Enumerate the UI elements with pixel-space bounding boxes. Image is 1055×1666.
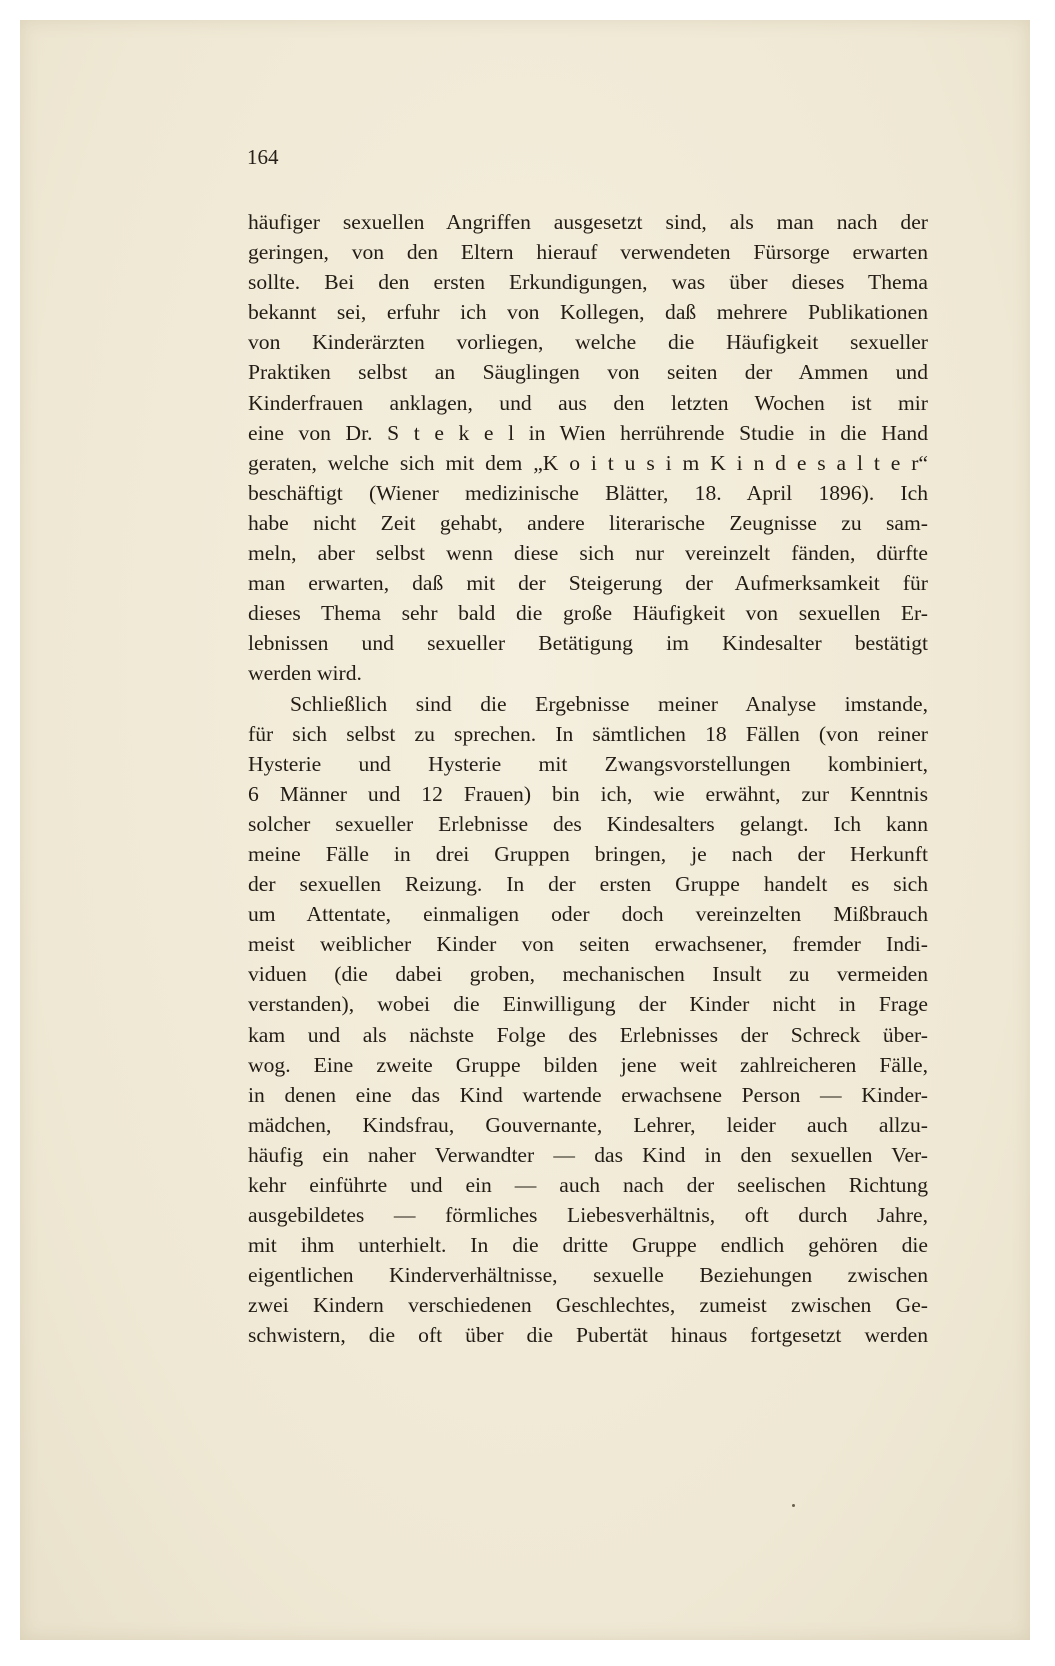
text-line: lebnissen und sexueller Betätigung im Kindesalter bestätigt: [248, 631, 928, 656]
text-line: Kinderfrauen anklagen, und aus den letzten Wochen ist mir: [248, 390, 928, 415]
book-page: [20, 20, 1030, 1640]
text-line: solcher sexueller Erlebnisse des Kindesalters gelangt. Ich kann: [248, 811, 928, 836]
page-number: 164: [247, 145, 279, 169]
text-line: 6 Männer und 12 Frauen) bin ich, wie erwähnt, zur Kenntnis: [248, 781, 928, 806]
text-line: kam und als nächste Folge des Erlebnisses der Schreck über-: [248, 1022, 928, 1047]
text-line: mädchen, Kindsfrau, Gouvernante, Lehrer, leider auch allzu-: [248, 1112, 928, 1137]
text-line: bekannt sei, erfuhr ich von Kollegen, daß mehrere Publikationen: [248, 300, 928, 325]
text-line: zwei Kindern verschiedenen Geschlechtes, zumeist zwischen Ge-: [248, 1293, 928, 1318]
text-line: habe nicht Zeit gehabt, andere literarische Zeugnisse zu sam-: [248, 510, 928, 535]
paragraph: [248, 207, 928, 689]
text-line: man erwarten, daß mit der Steigerung der Aufmerksamkeit für: [248, 571, 928, 596]
text-line: der sexuellen Reizung. In der ersten Gruppe handelt es sich: [248, 872, 928, 897]
text-line: viduen (die dabei groben, mechanischen Insult zu vermeiden: [248, 962, 928, 987]
text-line: in denen eine das Kind wartende erwachsene Person — Kinder-: [248, 1082, 928, 1107]
paragraph: [248, 689, 928, 1351]
text-line: dieses Thema sehr bald die große Häufigkeit von sexuellen Er-: [248, 601, 928, 626]
text-line: meine Fälle in drei Gruppen bringen, je nach der Herkunft: [248, 841, 928, 866]
text-line: schwistern, die oft über die Pubertät hinaus fortgesetzt werden: [248, 1323, 928, 1348]
text-line: um Attentate, einmaligen oder doch vereinzelten Mißbrauch: [248, 902, 928, 927]
text-line: sollte. Bei den ersten Erkundigungen, was über dieses Thema: [248, 270, 928, 295]
text-line: beschäftigt (Wiener medizinische Blätter, 18. April 1896). Ich: [248, 480, 928, 505]
text-line: kehr einführte und ein — auch nach der seelischen Richtung: [248, 1173, 928, 1197]
text-line: werden wird.: [248, 661, 362, 686]
text-line: für sich selbst zu sprechen. In sämtlichen 18 Fällen (von reiner: [248, 721, 928, 746]
paper-speck: [792, 1504, 795, 1507]
body-text: [248, 207, 928, 1351]
text-line: eine von Dr. S t e k e l in Wien herrührende Studie in die Hand: [248, 420, 928, 445]
text-line: verstanden), wobei die Einwilligung der Kinder nicht in Frage: [248, 992, 928, 1017]
text-line: geraten, welche sich mit dem „K o i t u s i m K i n d e s a l t e r“: [248, 450, 928, 475]
text-line: geringen, von den Eltern hierauf verwendeten Fürsorge erwarten: [248, 240, 928, 265]
text-line: häufiger sexuellen Angriffen ausgesetzt sind, als man nach der: [248, 210, 928, 234]
text-line: wog. Eine zweite Gruppe bilden jene weit zahlreicheren Fälle,: [248, 1052, 928, 1077]
text-line: von Kinderärzten vorliegen, welche die Häufigkeit sexueller: [248, 330, 928, 355]
text-line: ausgebildetes — förmliches Liebesverhältnis, oft durch Jahre,: [248, 1203, 928, 1228]
text-line: mit ihm unterhielt. In die dritte Gruppe endlich gehören die: [248, 1233, 928, 1258]
text-line: Praktiken selbst an Säuglingen von seiten der Ammen und: [248, 360, 928, 385]
text-line: meist weiblicher Kinder von seiten erwachsener, fremder Indi-: [248, 932, 928, 957]
text-line: häufig ein naher Verwandter — das Kind in den sexuellen Ver-: [248, 1142, 928, 1167]
text-line: Hysterie und Hysterie mit Zwangsvorstellungen kombiniert,: [248, 751, 928, 776]
text-line: Schließlich sind die Ergebnisse meiner Analyse imstande,: [290, 691, 928, 716]
text-line: meln, aber selbst wenn diese sich nur vereinzelt fänden, dürfte: [248, 541, 928, 566]
text-line: eigentlichen Kinderverhältnisse, sexuelle Beziehungen zwischen: [248, 1263, 928, 1288]
